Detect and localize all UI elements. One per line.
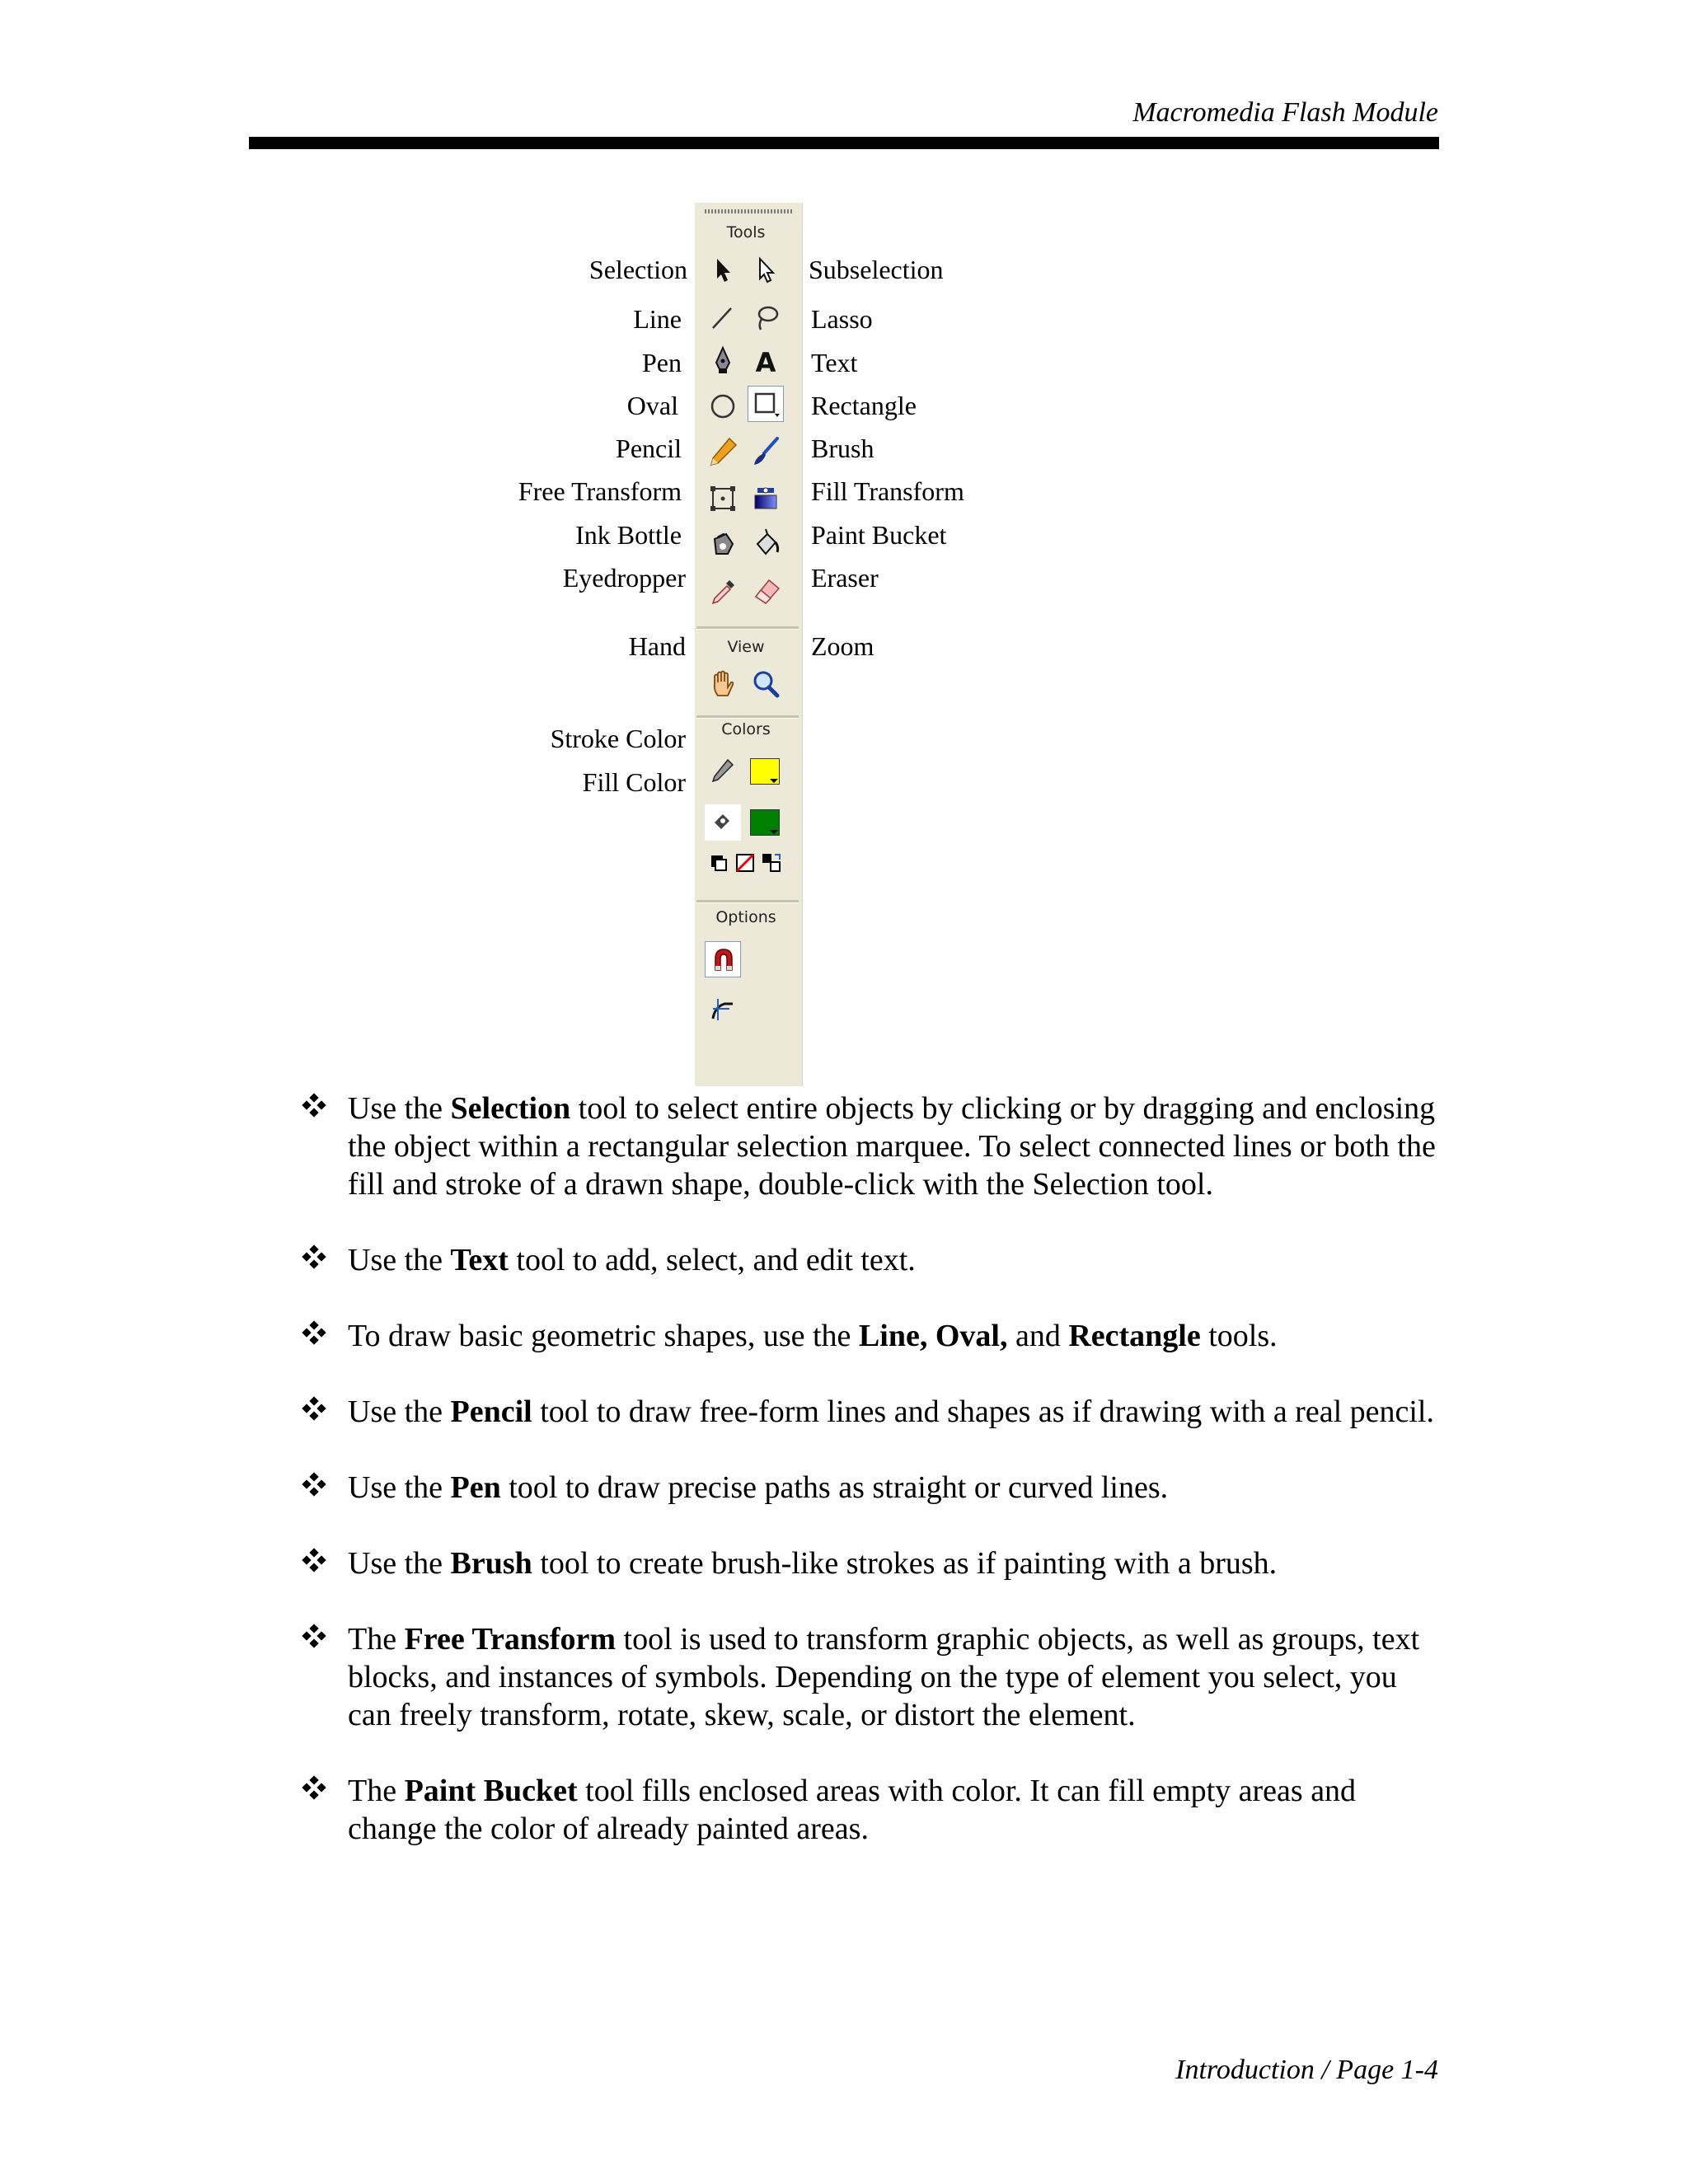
text-tool-icon[interactable] xyxy=(748,343,784,379)
view-section-title: View xyxy=(727,638,765,656)
pencil-tool-icon[interactable] xyxy=(705,434,741,470)
bullet-text: The xyxy=(348,1622,405,1657)
label-oval: Oval xyxy=(626,391,678,420)
label-lasso: Lasso xyxy=(811,304,873,334)
label-eyedropper: Eyedropper xyxy=(562,563,686,593)
bullet-text: tool is used to transform graphic objects, as well as groups, text blocks, and instances of symbols. Depending on the type of element you select, you can freely transform, rotate, skew, scale, or distort the element. xyxy=(348,1622,1420,1732)
bullet-text: Use the xyxy=(348,1470,451,1505)
subselection-tool-icon[interactable] xyxy=(748,252,784,288)
tools-section-title: Tools xyxy=(726,223,766,241)
fill-transform-tool-icon[interactable] xyxy=(748,480,784,517)
label-free-transform: Free Transform xyxy=(518,476,682,506)
label-brush: Brush xyxy=(811,434,874,463)
list-item xyxy=(298,1772,1444,1848)
label-fill-color: Fill Color xyxy=(582,767,686,797)
label-subselection: Subselection xyxy=(809,255,944,284)
bullet-text: tool fills enclosed areas with color. It can fill empty areas and change the color of already painted areas. xyxy=(348,1774,1357,1846)
list-item xyxy=(298,1317,1444,1355)
bullet-text: tool to select entire objects by clicking or by dragging and enclosing the object within a rectangular selection marquee. To select connected lines or both the fill and stroke of a drawn shape, double-click with the Selection tool. xyxy=(348,1091,1436,1202)
list-item xyxy=(298,1620,1444,1734)
bullet-text: The xyxy=(348,1774,405,1808)
snap-magnet-icon[interactable] xyxy=(705,941,741,977)
diamond-bullet-icon xyxy=(298,1317,331,1355)
list-item xyxy=(298,1393,1444,1431)
bullet-text: Use the xyxy=(348,1091,451,1126)
selection-tool-icon[interactable] xyxy=(705,252,741,288)
list-item xyxy=(298,1544,1444,1582)
bullet-text: Use the xyxy=(348,1546,451,1581)
line-tool-icon[interactable] xyxy=(705,300,741,336)
lasso-tool-icon[interactable] xyxy=(748,300,784,336)
running-header: Macromedia Flash Module xyxy=(1132,97,1438,128)
smooth-straighten-icon[interactable] xyxy=(705,991,741,1027)
label-selection: Selection xyxy=(588,255,687,284)
diamond-bullet-icon xyxy=(298,1469,331,1507)
hand-tool-icon[interactable] xyxy=(705,666,741,702)
header-rule xyxy=(249,137,1439,149)
bullet-text: tool to draw precise paths as straight or curved lines. xyxy=(500,1470,1169,1505)
label-zoom: Zoom xyxy=(811,631,874,661)
label-eraser: Eraser xyxy=(811,563,879,593)
diamond-bullet-icon xyxy=(298,1090,331,1127)
bullet-text: Use the xyxy=(348,1243,451,1277)
bullet-term: Selection xyxy=(450,1091,571,1126)
fill-color-swatch[interactable] xyxy=(750,809,780,836)
stroke-color-dropdown-icon xyxy=(770,779,778,783)
fill-color-dropdown-icon xyxy=(770,830,778,834)
bullet-text: tool to add, select, and edit text. xyxy=(508,1243,916,1277)
options-separator xyxy=(696,900,799,903)
paint-bucket-tool-icon[interactable] xyxy=(748,526,784,562)
black-white-icon[interactable] xyxy=(706,851,731,875)
list-item xyxy=(298,1090,1444,1203)
bullet-term: Pencil xyxy=(450,1394,532,1429)
label-text: Text xyxy=(811,348,858,377)
pen-tool-icon[interactable] xyxy=(705,343,741,379)
label-pencil: Pencil xyxy=(616,434,682,463)
bullet-text: To draw basic geometric shapes, use the xyxy=(348,1319,859,1353)
bullet-term: Rectangle xyxy=(1068,1319,1201,1353)
bullet-term: Line, Oval, xyxy=(858,1319,1008,1353)
bullet-term: Brush xyxy=(450,1546,532,1581)
label-paint-bucket: Paint Bucket xyxy=(811,520,947,550)
label-stroke-color: Stroke Color xyxy=(550,724,686,753)
list-item xyxy=(298,1469,1444,1507)
stroke-pencil-icon xyxy=(705,753,741,790)
label-rectangle: Rectangle xyxy=(811,391,917,420)
label-hand: Hand xyxy=(628,631,686,661)
bullet-term: Text xyxy=(450,1243,509,1277)
diamond-bullet-icon xyxy=(298,1772,331,1810)
label-fill-transform: Fill Transform xyxy=(811,476,964,506)
svg-text:A: A xyxy=(755,347,776,378)
colors-section-title: Colors xyxy=(721,720,771,738)
page-footer: Introduction / Page 1-4 xyxy=(1175,2055,1438,2085)
bullet-text: and xyxy=(1007,1319,1069,1353)
options-section-title: Options xyxy=(715,908,776,926)
tools-panel xyxy=(695,203,803,1086)
free-transform-tool-icon[interactable] xyxy=(705,480,741,517)
bullet-text: Use the xyxy=(348,1394,451,1429)
bullet-term: Free Transform xyxy=(404,1622,617,1657)
label-pen: Pen xyxy=(642,348,682,377)
view-separator xyxy=(696,626,799,630)
label-line: Line xyxy=(633,304,682,334)
fill-bucket-icon xyxy=(705,804,741,841)
bullet-term: Paint Bucket xyxy=(404,1774,578,1808)
colors-separator xyxy=(696,715,799,719)
swap-colors-icon[interactable] xyxy=(759,851,784,875)
stroke-color-swatch[interactable] xyxy=(750,758,780,785)
brush-tool-icon[interactable] xyxy=(748,434,784,470)
label-ink-bottle: Ink Bottle xyxy=(575,520,682,550)
diamond-bullet-icon xyxy=(298,1544,331,1582)
bullet-text: tool to draw free-form lines and shapes as if drawing with a real pencil. xyxy=(532,1394,1434,1429)
diamond-bullet-icon xyxy=(298,1241,331,1279)
ink-bottle-tool-icon[interactable] xyxy=(705,526,741,562)
bullet-text: tool to create brush-like strokes as if painting with a brush. xyxy=(532,1546,1278,1581)
eraser-tool-icon[interactable] xyxy=(748,574,784,610)
eyedropper-tool-icon[interactable] xyxy=(705,574,741,610)
bullet-text: tools. xyxy=(1200,1319,1278,1353)
list-item xyxy=(298,1241,1444,1279)
rectangle-tool-icon[interactable] xyxy=(748,386,784,422)
oval-tool-icon[interactable] xyxy=(705,388,741,424)
panel-grip[interactable] xyxy=(705,209,794,213)
no-color-icon[interactable] xyxy=(733,851,757,875)
zoom-tool-icon[interactable] xyxy=(748,666,784,702)
bullet-list xyxy=(298,1090,1444,1886)
bullet-term: Pen xyxy=(450,1470,501,1505)
diamond-bullet-icon xyxy=(298,1620,331,1658)
diamond-bullet-icon xyxy=(298,1393,331,1431)
